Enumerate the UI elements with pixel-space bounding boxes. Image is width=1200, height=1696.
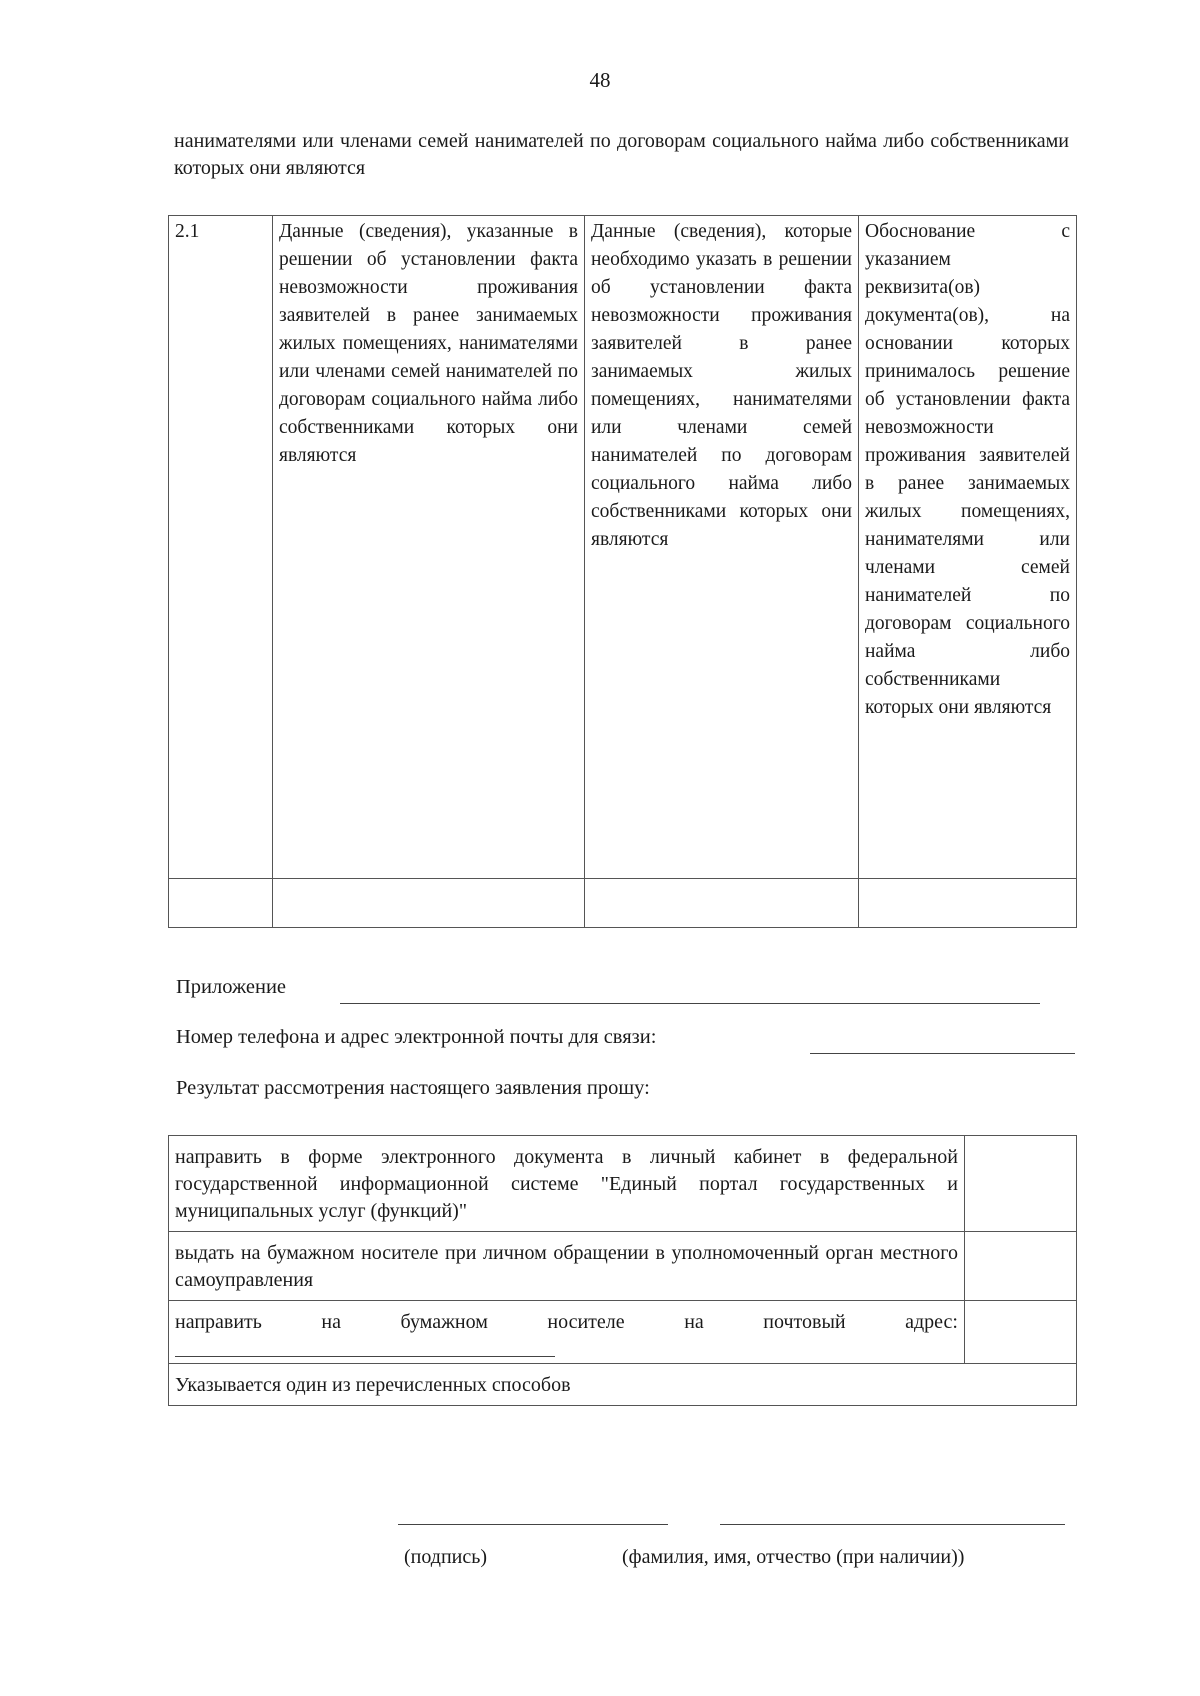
cell-data-required: Данные (сведения), которые необходимо указать в решении об установлении факта невозможности проживания заявителей в ранее занимаемых жилых помещениях, нанимателями или членами семей нанимателей по договорам социального найма либо собственниками которых они являются (585, 216, 859, 879)
postal-address-line[interactable] (175, 1338, 555, 1357)
option-row (169, 1301, 1077, 1364)
attachment-input-line[interactable] (340, 1003, 1040, 1004)
empty-cell (169, 879, 273, 928)
result-label: Результат рассмотрения настоящего заявления прошу: (176, 1077, 650, 1099)
cell-justification: Обоснование с указанием реквизита(ов) документа(ов), на основании которых принималось решение об установлении факта невозможности проживания заявителей в ранее занимаемых жилых помещениях, нанимателями или членами семей нанимателей по договорам социального найма либо собственниками которых они являются (859, 216, 1077, 879)
cell-data-specified: Данные (сведения), указанные в решении об установлении факта невозможности проживания заявителей в ранее занимаемых жилых помещениях, нанимателями или членами семей нанимателей по договорам социального найма либо собственниками которых они являются (273, 216, 585, 879)
contact-input-line[interactable] (810, 1053, 1075, 1054)
option-postal (169, 1301, 965, 1364)
option-row (169, 1232, 1077, 1301)
signature-line[interactable] (398, 1524, 668, 1525)
option-note-row (169, 1364, 1077, 1406)
option-electronic: направить в форме электронного документа в личный кабинет в федеральной государственной информационной системе "Единый портал государственных и муниципальных услуг (функций)" (169, 1136, 965, 1232)
option-in-person: выдать на бумажном носителе при личном обращении в уполномоченный орган местного самоуправления (169, 1232, 965, 1301)
option-postal-checkbox[interactable] (965, 1301, 1077, 1364)
table-row (169, 216, 1077, 879)
row-number: 2.1 (169, 216, 273, 879)
data-table (168, 215, 1077, 928)
option-postal-label: направить на бумажном носителе на почтовый адрес: (175, 1311, 958, 1333)
options-note: Указывается один из перечисленных способов (169, 1364, 1077, 1406)
contact-label: Номер телефона и адрес электронной почты для связи: (176, 1026, 657, 1048)
option-in-person-checkbox[interactable] (965, 1232, 1077, 1301)
empty-cell (859, 879, 1077, 928)
page-number: 48 (589, 68, 611, 92)
intro-paragraph: нанимателями или членами семей нанимателей по договорам социального найма либо собственниками которых они являются (174, 130, 1069, 179)
signature-caption: (подпись) (404, 1546, 488, 1568)
empty-cell (585, 879, 859, 928)
delivery-options-table (168, 1135, 1077, 1406)
table-row-empty (169, 879, 1077, 928)
option-electronic-checkbox[interactable] (965, 1136, 1077, 1232)
empty-cell (273, 879, 585, 928)
full-name-caption: (фамилия, имя, отчество (при наличии)) (622, 1546, 965, 1568)
option-row (169, 1136, 1077, 1232)
full-name-line[interactable] (720, 1524, 1065, 1525)
attachment-label: Приложение (176, 976, 287, 998)
